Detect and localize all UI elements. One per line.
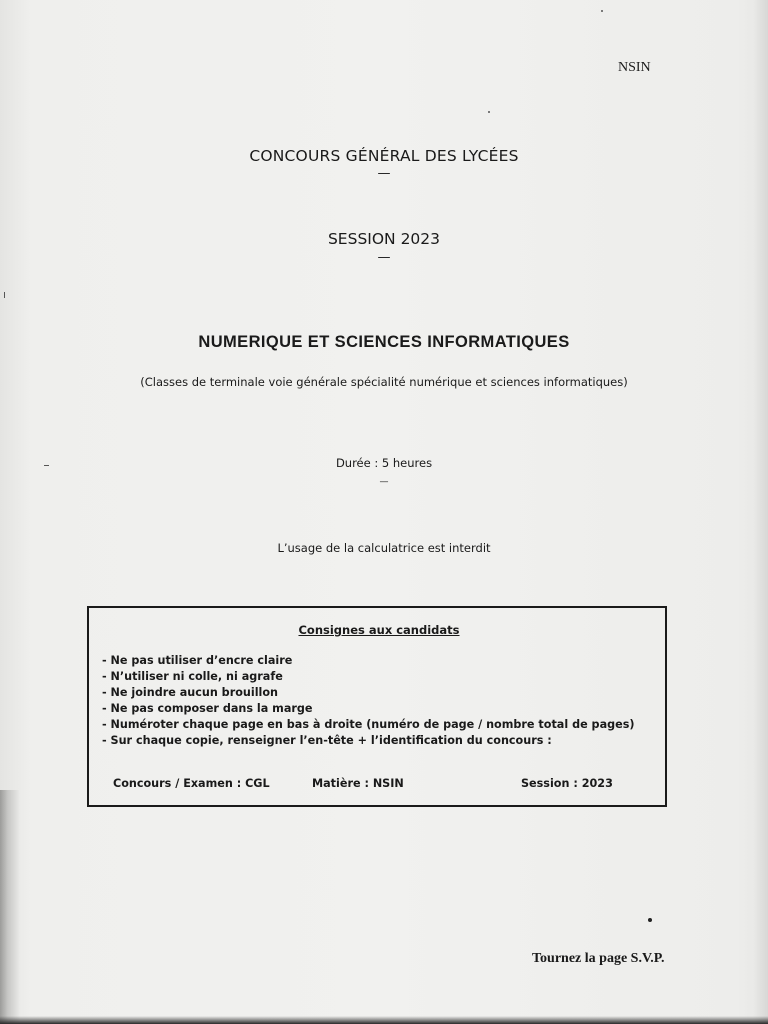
matiere-field: Matière : NSIN: [312, 777, 404, 790]
instructions-title: Consignes aux candidats: [298, 623, 460, 637]
session-separator: —: [377, 250, 391, 265]
instruction-item: - Ne pas utiliser d’encre claire: [102, 654, 293, 667]
scan-speck: [648, 918, 652, 922]
scan-shadow-bottom: [0, 1016, 768, 1024]
session-title: SESSION 2023: [327, 230, 441, 248]
instruction-item: - Ne joindre aucun brouillon: [102, 686, 279, 699]
instruction-item: - Ne pas composer dans la marge: [102, 702, 313, 715]
instruction-item: - Sur chaque copie, renseigner l’en-tête + l’identification du concours :: [102, 734, 552, 747]
scan-speck: [601, 10, 603, 12]
turn-page-note: Tournez la page S.V.P.: [532, 951, 665, 966]
concours-field: Concours / Examen : CGL: [113, 777, 270, 790]
calculator-notice: L’usage de la calculatrice est interdit: [277, 541, 491, 555]
instruction-item: - Numéroter chaque page en bas à droite (numéro de page / nombre total de pages): [102, 718, 635, 731]
title-separator: —: [377, 166, 391, 181]
duration-separator: —: [379, 477, 389, 487]
instructions-box: [87, 606, 667, 807]
competition-title: CONCOURS GÉNÉRAL DES LYCÉES: [249, 147, 519, 165]
scan-shadow-left: [0, 790, 20, 1024]
session-field: Session : 2023: [521, 777, 613, 790]
scan-speck: [4, 292, 5, 298]
scan-speck: [488, 111, 490, 113]
subject-code: NSIN: [618, 60, 651, 75]
instruction-item: - N’utiliser ni colle, ni agrafe: [102, 670, 283, 683]
classes-note: (Classes de terminale voie générale spécialité numérique et sciences informatiques): [140, 375, 628, 389]
duration-text: Durée : 5 heures: [335, 456, 433, 470]
instructions-list: [102, 653, 635, 749]
subject-heading: NUMERIQUE ET SCIENCES INFORMATIQUES: [198, 333, 570, 351]
